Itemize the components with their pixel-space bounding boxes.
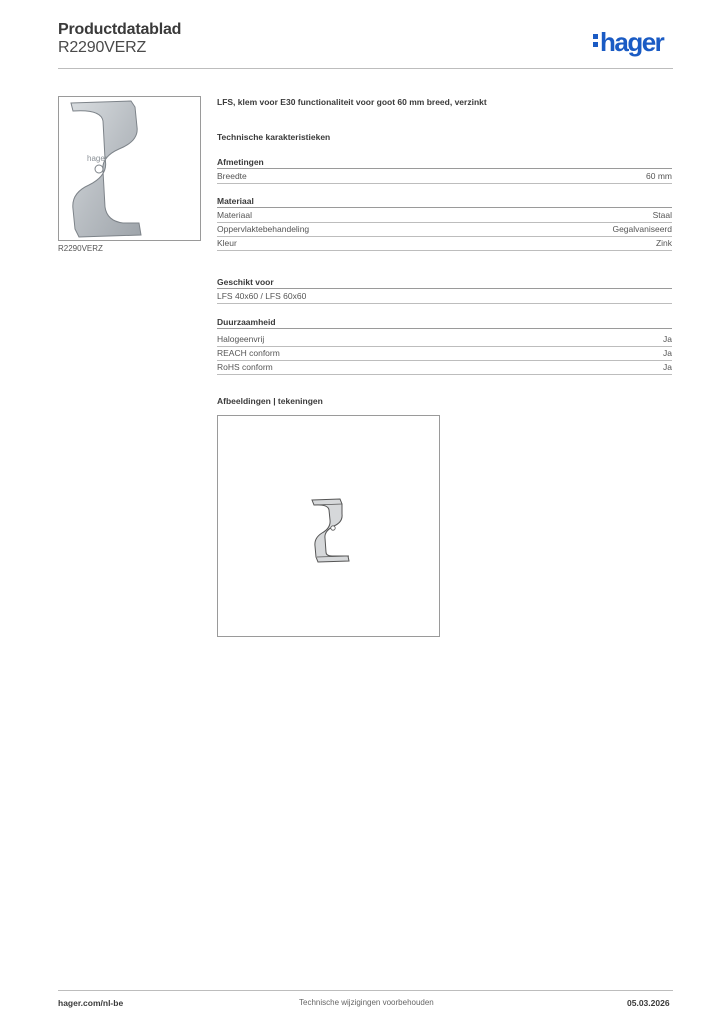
spec-label: Oppervlaktebehandeling: [217, 224, 310, 234]
spec-row: [217, 360, 672, 375]
spec-row: [217, 169, 672, 184]
spec-value: Ja: [663, 334, 672, 344]
spec-label: RoHS conform: [217, 362, 273, 372]
spec-label: Kleur: [217, 238, 237, 248]
spec-label: Breedte: [217, 171, 247, 181]
logo-text: hager: [600, 27, 664, 57]
spec-value: Zink: [655, 238, 672, 248]
logo-dots-icon: [593, 34, 598, 47]
spec-value: Staal: [652, 210, 672, 220]
spec-label: Halogeenvrij: [217, 334, 265, 344]
drawings-heading: Afbeeldingen | tekeningen: [217, 396, 323, 406]
spec-label: Materiaal: [217, 210, 252, 220]
spec-row: [217, 208, 672, 223]
group-title-geschikt-voor: Geschikt voor: [217, 277, 672, 289]
footer-disclaimer: Technische wijzigingen voorbehouden: [299, 998, 434, 1007]
footer-divider: [58, 990, 673, 991]
spec-row: [217, 332, 672, 347]
spec-value: Ja: [663, 348, 672, 358]
product-description: LFS, klem voor E30 functionaliteit voor goot 60 mm breed, verzinkt: [217, 97, 487, 107]
spec-label: LFS 40x60 / LFS 60x60: [217, 291, 307, 301]
header-divider: [58, 68, 673, 69]
photo-stamp: hager: [87, 154, 108, 163]
clip-drawing-icon: [218, 416, 439, 636]
spec-value: Gegalvaniseerd: [612, 224, 672, 234]
drawing-frame: [217, 415, 440, 637]
spec-row: [217, 222, 672, 237]
group-title-duurzaamheid: Duurzaamheid: [217, 317, 672, 329]
footer-website-link[interactable]: hager.com/nl-be: [58, 998, 124, 1008]
group-title-afmetingen: Afmetingen: [217, 157, 672, 169]
product-image-caption: R2290VERZ: [58, 244, 103, 253]
clip-photo-icon: [59, 97, 200, 240]
spec-label: REACH conform: [217, 348, 280, 358]
spec-value: Ja: [663, 362, 672, 372]
spec-row: [217, 236, 672, 251]
product-code: R2290VERZ: [58, 39, 147, 56]
technical-heading: Technische karakteristieken: [217, 132, 331, 142]
group-title-materiaal: Materiaal: [217, 196, 672, 208]
hager-logo: [593, 27, 663, 57]
footer-date: 05.03.2026: [627, 998, 670, 1008]
page-title: Productdatablad: [58, 21, 182, 38]
product-image: [58, 96, 201, 241]
spec-value: 60 mm: [646, 171, 672, 181]
spec-row: [217, 289, 672, 304]
spec-row: [217, 346, 672, 361]
